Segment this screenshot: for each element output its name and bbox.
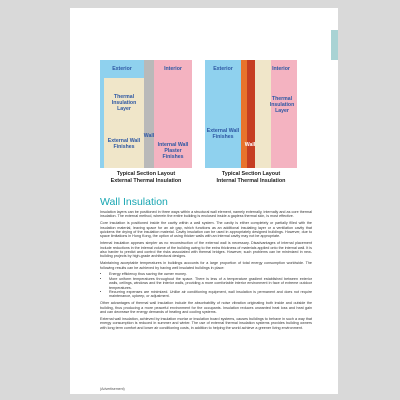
article-title: Wall Insulation [100,196,168,208]
label-wall: Wall [244,142,256,148]
label-finishes: External Wall Finishes [206,128,240,140]
paragraph: Maintaining acceptable temperatures in buildings accounts for a large proportion of total energy consumption worldwide. The following results can be achieved by having well insulated buildings in place: [100,261,312,270]
label-wall: Wall [143,133,155,139]
advertisement-label: (Advertisement) [100,387,125,391]
wall-layer [144,60,154,168]
label-interior: Interior [272,66,290,72]
insulation-layer [255,60,271,168]
caption-internal-line2: Internal Thermal Insulation [216,177,286,184]
article-body [100,210,312,332]
paragraph: Other advantages of thermal wall insulation include the absorbability of noise vibration originating both inside and outside the building, thus producing a more peaceful environment for the occupants. Insulation reduces unwanted heat loss and heat gain and can decrease the energy demands of heating and cooling systems. [100,301,312,314]
page-edge-tab [331,30,338,60]
caption-internal [196,171,306,184]
paragraph: Insulation layers can be positioned in three ways within a structural wall element, namely externally, internally and as core thermal insulation. The external method, wherein the entire building is enclosed inside a gapless thermal skin, is most effective. [100,210,312,219]
label-finishes: External Wall Finishes [107,138,141,150]
label-interior: Interior [164,66,182,72]
list-item: • Energy efficiency thus saving the owner money. [109,272,312,276]
magazine-page [70,8,338,394]
wall-brick-layer [247,60,255,168]
caption-internal-line1: Typical Section Layout [221,171,281,177]
list-item: • Recurring expenses are minimized. Unlike air conditioning equipment, wall insulation is permanent and does not require maintenance, upkeep, or adjustment. [109,290,312,299]
diagram-external-insulation [100,60,192,168]
paragraph: Core insulation is positioned inside the cavity within a wall system. The cavity is either completely or partially filled with the insulation material, leaving space for an air gap, which functions as an additional insulating layer or a ventilation cavity that quickens the drying of the insulation material. Cavity insulation can be used in appropriately designed buildings. However, due to space limitations in Hong Kong, the option of using thicker walls with an internal cavity may not be appropriate. [100,221,312,239]
diagram-internal-insulation [205,60,297,168]
list-item: • More uniform temperatures throughout the space. There is less of a temperature gradient established between exterior walls, ceilings, windows and the interior walls, providing a more comfortable interior environment in face of extreme outdoor temperatures. [109,277,312,290]
exterior-zone [205,60,241,168]
paragraph: External wall insulation, achieved by insulation mortar or insulation board systems, causes buildings to behave in such a way that energy consumption is reduced in summer and winter. The use of external thermal insulation systems provides building owners with long term comfort and lower air conditioning costs, in addition to helping the world achieve a greener living environment. [100,316,312,330]
caption-external-line1: Typical Section Layout [116,171,176,177]
caption-external [91,171,201,184]
label-insulation: Thermal Insulation Layer [269,96,295,114]
interior-zone [271,60,297,168]
benefits-list [100,272,312,299]
caption-external-line2: External Thermal Insulation [110,177,182,184]
paragraph: Internal insulation appears simpler as no reconstruction of the external wall is necessary. Disadvantages of internal placement include reductions in the internal volume of the building owing to the extra thickness of materials applied onto the internal wall. It is also harder to predict and control the risks associated with thermal bridges. However, such problems can be minimized in new-building projects by high-grade architectural designs. [100,241,312,259]
insulation-layer [104,78,144,168]
label-plaster: Internal Wall Plaster Finishes [157,142,189,160]
label-exterior: Exterior [213,66,233,72]
label-exterior: Exterior [112,66,132,72]
label-insulation: Thermal Insulation Layer [111,94,137,112]
